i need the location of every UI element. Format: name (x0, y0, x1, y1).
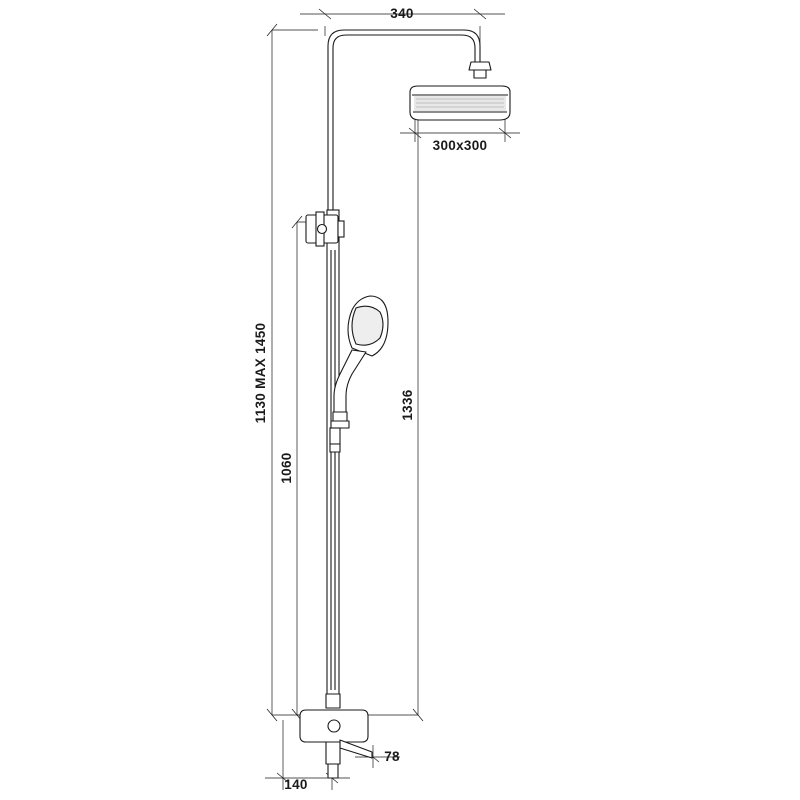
riser-rail (327, 210, 339, 700)
dim-bracket-height: 1060 (279, 452, 294, 484)
dim-head-size: 300x300 (432, 138, 488, 153)
sliding-bracket (306, 212, 344, 246)
shower-head-nozzles (414, 96, 506, 111)
dim-riser-range: 1130 MAX 1450 (253, 322, 268, 424)
shower-column-body (328, 30, 510, 210)
dim-top-width: 340 (390, 6, 414, 21)
dim-spout-projection: 78 (384, 749, 400, 764)
hose-holder (330, 428, 340, 452)
dimension-lines (265, 9, 520, 790)
mixer-valve-body (300, 694, 372, 778)
dim-base-offset: 140 (284, 777, 308, 792)
dim-head-height: 1336 (400, 389, 415, 421)
